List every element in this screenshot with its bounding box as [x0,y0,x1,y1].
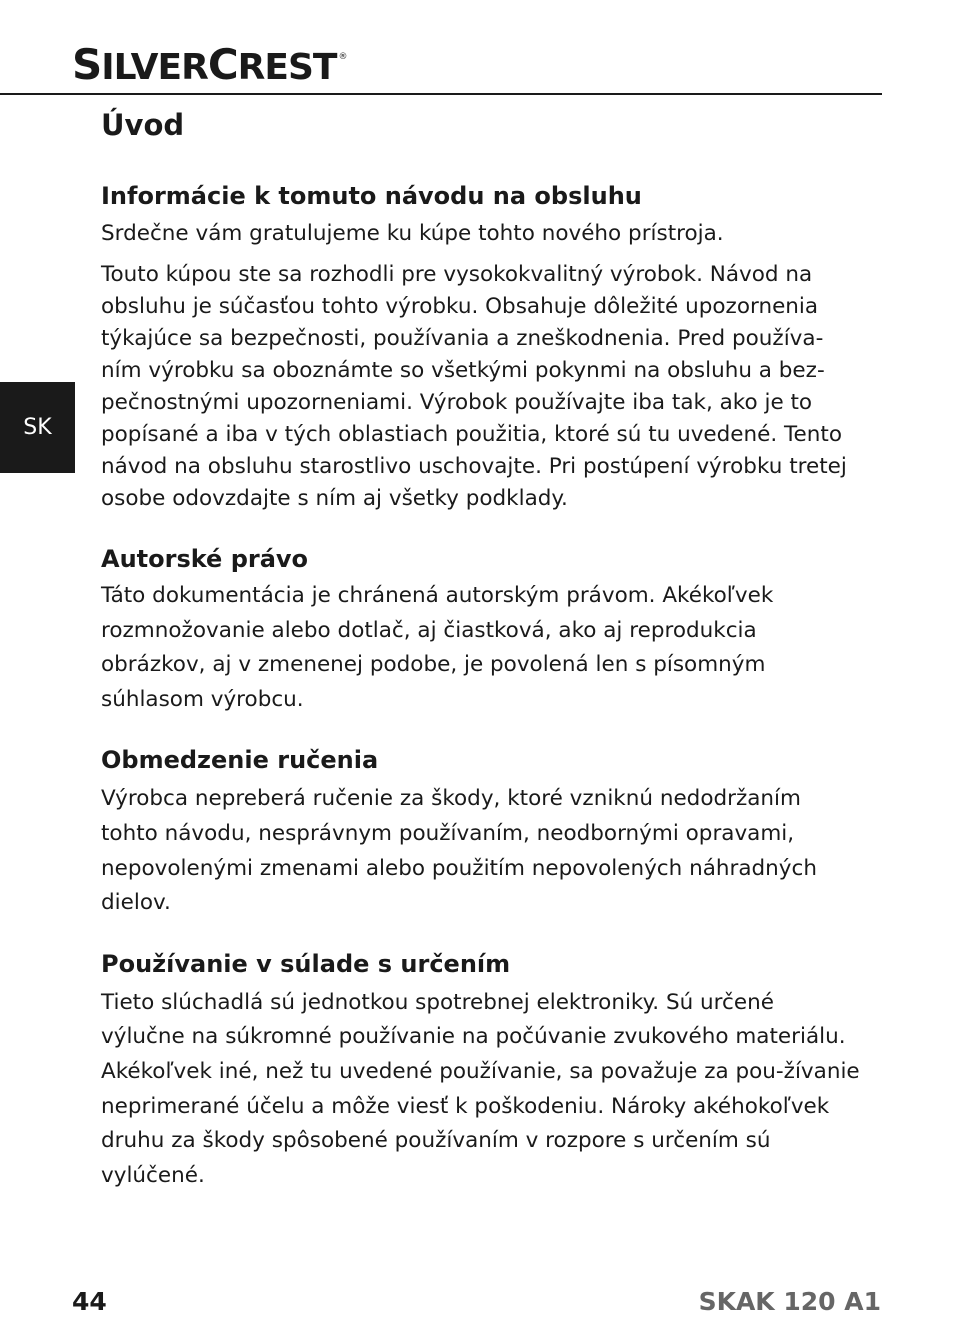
section-copyright [101,541,861,717]
registered-mark: ® [338,52,347,62]
section-heading: Autorské právo [101,545,309,573]
main-content [101,103,861,1193]
section-heading: Informácie k tomuto návodu na obsluhu [101,182,642,210]
logo-text-rest: REST [237,47,337,88]
header-divider [0,93,882,95]
section-heading: Používanie v súlade s určením [101,949,511,978]
section-paragraph: Touto kúpou ste sa rozhodli pre vysokokvalitný výrobok. Návod na obsluhu je súčasťou tohto výrobku. Obsahuje dôležité upozornenia týkajúce sa bezpečnosti, používania a zneškodnenia. Pred používa-ním výrobku sa oboznámte so všetkými pokynmi na obsluhu a bez-pečnostnými upozorneniami. Výrobok používajte iba tak, ako je to popísané a iba v tých oblastiach použitia, ktoré sú tu uvedené. Tento návod na obsluhu starostlivo uschovajte. Pri postúpení výrobku tretej osobe odovzdajte s ním aj všetky podklady. [101,262,847,511]
logo-letter-s: S [72,40,102,89]
page-title: Úvod [101,108,185,142]
logo-letter-c: C [207,40,238,89]
section-manual-info [101,178,861,515]
section-heading: Obmedzenie ručenia [101,746,379,775]
language-tab [0,382,75,473]
section-paragraph: Srdečne vám gratulujeme ku kúpe tohto nového prístroja. [101,221,724,246]
section-paragraph: Tieto slúchadlá sú jednotkou spotrebnej elektroniky. Sú určené výlučne na súkromné používanie na počúvanie zvukového materiálu. Akékoľvek iné, než tu uvedené používanie, sa považuje za pou-žívanie neprimerané účelu a môže viesť k poškodeniu. Nároky akéhokoľvek druhu za škody spôsobené používaním v rozpore s určením sú vylúčené. [101,989,860,1188]
language-tab-label: SK [23,415,52,440]
page-number: 44 [72,1287,107,1316]
model-number: SKAK 120 A1 [698,1287,881,1316]
section-paragraph: Výrobca nepreberá ručenie za škody, ktoré vzniknú nedodržaním tohto návodu, nesprávnym používaním, neodbornými opravami, nepovolenými zmenami alebo použitím nepovolených náhradných dielov. [101,786,817,916]
brand-logo [72,40,346,89]
section-intended-use [101,946,861,1194]
section-paragraph: Táto dokumentácia je chránená autorským právom. Akékoľvek rozmnožovanie alebo dotlač, aj čiastková, ako aj reprodukcia obrázkov, aj v zmenenej podobe, je povolená len s písomným súhlasom výrobcu. [101,583,774,712]
section-liability [101,742,861,920]
logo-text-ilver: ILVER [101,47,208,88]
